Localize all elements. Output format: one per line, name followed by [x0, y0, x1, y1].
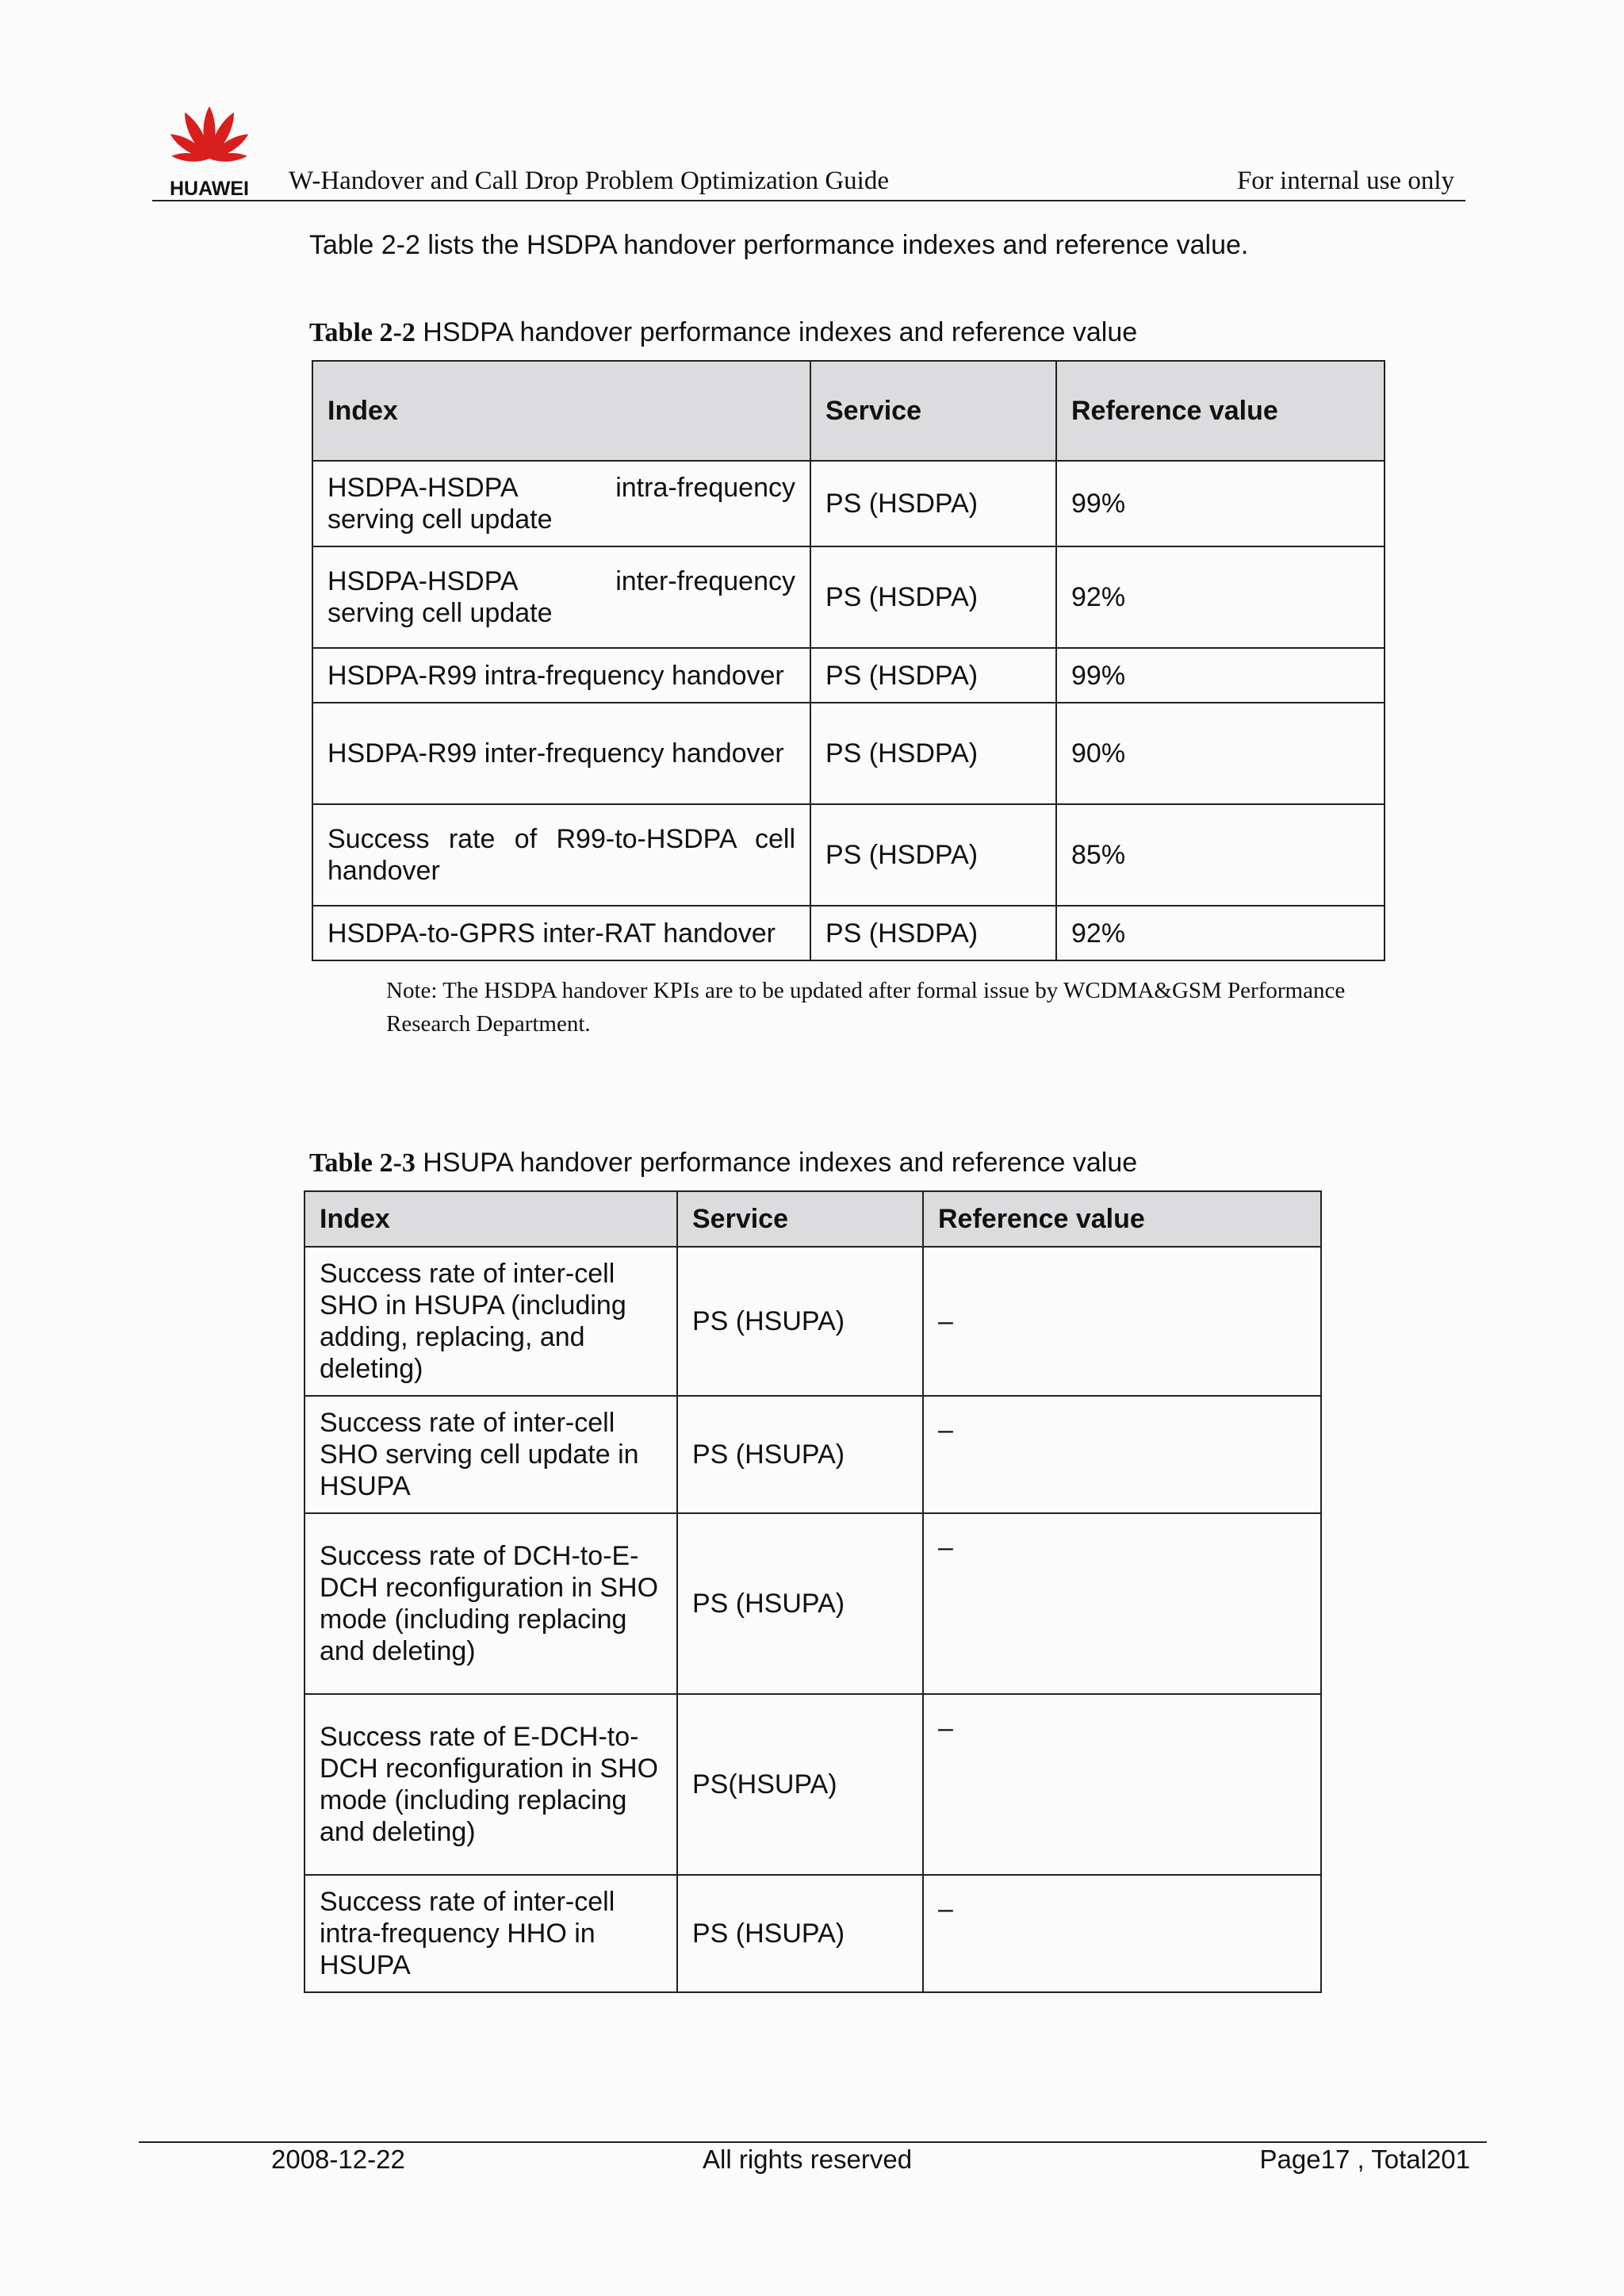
table-2-2-caption: [309, 317, 1137, 348]
index-cell: HSDPA-to-GPRS inter-RAT handover: [312, 906, 810, 960]
value-cell: –: [923, 1694, 1321, 1875]
index-cell: HSDPA-R99 inter-frequency handover: [312, 703, 810, 804]
classification-label: For internal use only: [1236, 167, 1454, 195]
column-header-reference: Reference value: [1056, 361, 1385, 461]
service-cell: PS (HSUPA): [677, 1875, 923, 1992]
service-cell: PS (HSDPA): [810, 703, 1056, 804]
index-cell: Success rate of R99-to-HSDPA cell handover: [312, 804, 810, 906]
column-header-index: Index: [312, 361, 810, 461]
value-cell: 99%: [1056, 461, 1385, 546]
index-cell: HSDPA-HSDPA intra-frequency serving cell update: [312, 461, 810, 546]
service-cell: PS (HSUPA): [677, 1247, 923, 1396]
brand-wordmark: HUAWEI: [170, 178, 249, 200]
index-cell: HSDPA-R99 intra-frequency handover: [312, 648, 810, 703]
table-row: [312, 648, 1385, 703]
service-cell: PS (HSUPA): [677, 1513, 923, 1694]
table-row: [312, 546, 1385, 648]
table-header-row: [312, 361, 1385, 461]
index-cell: HSDPA-HSDPA inter-frequency serving cell update: [312, 546, 810, 648]
table-header-row: [304, 1191, 1321, 1247]
value-cell: –: [923, 1247, 1321, 1396]
column-header-service: Service: [810, 361, 1056, 461]
caption-text: HSUPA handover performance indexes and reference value: [423, 1148, 1138, 1178]
header-divider: [152, 200, 1465, 201]
hsupa-kpi-table: [304, 1190, 1322, 1993]
footer-page-number: Page17 , Total201: [1259, 2145, 1470, 2174]
table-row: [312, 906, 1385, 960]
table-row: [312, 804, 1385, 906]
service-cell: PS (HSDPA): [810, 906, 1056, 960]
service-cell: PS (HSDPA): [810, 546, 1056, 648]
index-cell: Success rate of inter-cell intra-frequency HHO in HSUPA: [304, 1875, 677, 1992]
index-cell: Success rate of DCH-to-E-DCH reconfiguration in SHO mode (including replacing and deleting): [304, 1513, 677, 1694]
caption-label: Table 2-3: [309, 1148, 416, 1178]
caption-text: HSDPA handover performance indexes and reference value: [423, 317, 1138, 347]
value-cell: 92%: [1056, 906, 1385, 960]
footer-date: 2008-12-22: [271, 2145, 405, 2174]
table-row: [312, 703, 1385, 804]
column-header-reference: Reference value: [923, 1191, 1321, 1247]
footer-divider: [139, 2141, 1487, 2143]
document-title: W-Handover and Call Drop Problem Optimization Guide: [289, 167, 890, 195]
index-cell: Success rate of E-DCH-to-DCH reconfiguration in SHO mode (including replacing and deleting): [304, 1694, 677, 1875]
service-cell: PS(HSUPA): [677, 1694, 923, 1875]
value-cell: 92%: [1056, 546, 1385, 648]
table-row: [304, 1694, 1321, 1875]
service-cell: PS (HSDPA): [810, 804, 1056, 906]
caption-label: Table 2-2: [309, 318, 416, 347]
value-cell: 99%: [1056, 648, 1385, 703]
table-2-3-caption: [309, 1148, 1137, 1179]
value-cell: 90%: [1056, 703, 1385, 804]
column-header-service: Service: [677, 1191, 923, 1247]
intro-paragraph: Table 2-2 lists the HSDPA handover performance indexes and reference value.: [309, 230, 1249, 260]
table-row: [312, 461, 1385, 546]
index-cell: Success rate of inter-cell SHO in HSUPA (including adding, replacing, and deleting): [304, 1247, 677, 1396]
table-row: [304, 1875, 1321, 1992]
table-row: [304, 1247, 1321, 1396]
table-row: [304, 1396, 1321, 1513]
value-cell: –: [923, 1513, 1321, 1694]
table-note: Note: The HSDPA handover KPIs are to be updated after formal issue by WCDMA&GSM Performance Research Department.: [386, 978, 1346, 1037]
index-cell: Success rate of inter-cell SHO serving cell update in HSUPA: [304, 1396, 677, 1513]
column-header-index: Index: [304, 1191, 677, 1247]
huawei-logo: [155, 94, 263, 201]
service-cell: PS (HSDPA): [810, 461, 1056, 546]
value-cell: –: [923, 1396, 1321, 1513]
footer-rights: All rights reserved: [703, 2145, 913, 2174]
service-cell: PS (HSUPA): [677, 1396, 923, 1513]
value-cell: –: [923, 1875, 1321, 1992]
table-row: [304, 1513, 1321, 1694]
service-cell: PS (HSDPA): [810, 648, 1056, 703]
hsdpa-kpi-table: [312, 360, 1385, 961]
value-cell: 85%: [1056, 804, 1385, 906]
